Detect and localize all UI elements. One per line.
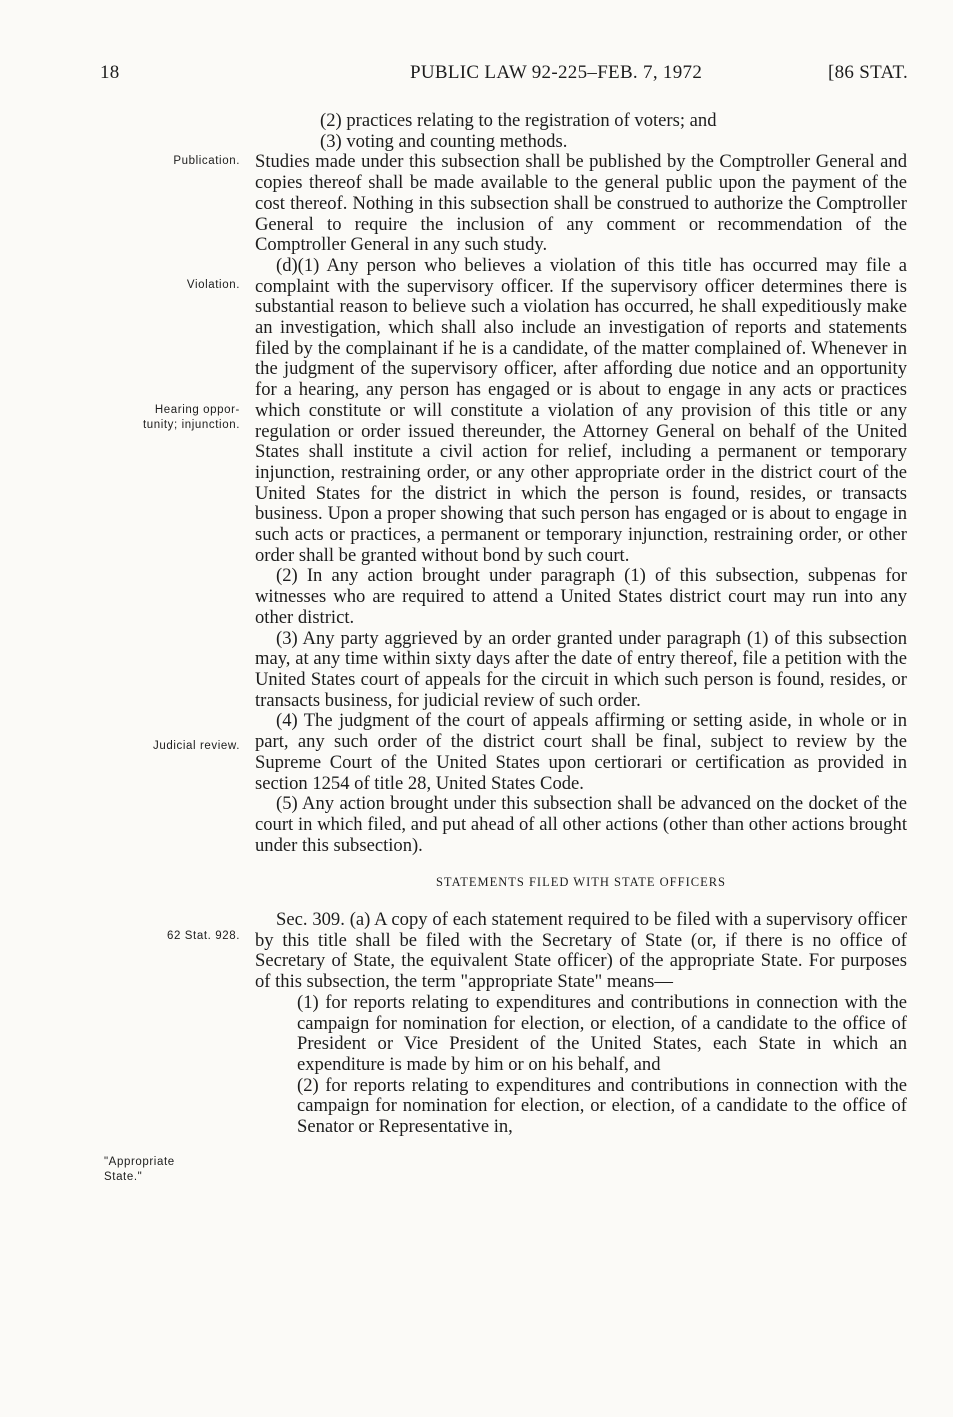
margin-note-appropriate-state bbox=[104, 1155, 244, 1185]
paragraph: (3) voting and counting methods. bbox=[320, 130, 568, 152]
law-title: PUBLIC LAW 92-225–FEB. 7, 1972 bbox=[410, 62, 703, 83]
paragraph: (2) In any action brought under paragraph (1) of this subsection, subpenas for witnesses who are required to attend a United States district court may run into any other district. bbox=[255, 565, 907, 628]
paragraph: (2) for reports relating to expenditures and contributions in connection with the campaign for nomination for election, or election, of a candidate to the office of Senator or Representative in, bbox=[297, 1074, 907, 1138]
page-number: 18 bbox=[100, 62, 120, 83]
paragraph: Studies made under this subsection shall be published by the Comptroller General and copies thereof shall be made available to the general public upon the payment of the cost thereof. Nothing in this subsection shall be construed to authorize the Comptroller General to require the inclusion of any comment or recommendation of the Comptroller General in any such study. bbox=[255, 151, 907, 256]
paragraph: (2) practices relating to the registration of voters; and bbox=[320, 110, 717, 131]
margin-note-publication: Publication. bbox=[173, 155, 240, 167]
body-text bbox=[255, 111, 907, 1138]
margin-note-stat-cite: 62 Stat. 928. bbox=[166, 930, 240, 942]
margin-note-hearing-line-1: Hearing oppor- bbox=[154, 404, 240, 416]
paragraph: Sec. 309. (a) A copy of each statement required to be filed with a supervisory officer by this title shall be filed with the Secretary of State (or, if there is no office of Secretary of State, the equivalent State officer) of the appropriate State. For purposes of this subsection, the term "appropriate State" means— bbox=[255, 909, 907, 993]
section-heading: STATEMENTS FILED WITH STATE OFFICERS bbox=[435, 875, 727, 890]
margin-note-appropriate-line-2: State." bbox=[104, 1171, 143, 1183]
statute-reference: [86 STAT. bbox=[828, 62, 908, 83]
margin-note-hearing-line-2: tunity; injunction. bbox=[142, 419, 240, 431]
paragraph: (5) Any action brought under this subsection shall be advanced on the docket of the court in which filed, and put ahead of all other actions (other than other actions brought under this subsection). bbox=[255, 793, 907, 856]
paragraph: (d)(1) Any person who believes a violation of this title has occurred may file a complaint with the supervisory officer. If the supervisory officer determines there is substantial reason to believe such a violation has occurred, he shall expeditiously make an investigation, which shall also include an investigation of reports and statements filed by the complainant if he is a candidate, of the matter complained of. Whenever in the judgment of the supervisory officer, after affording due notice and an opportunity for a hearing, any person has engaged or is about to engage in any acts or practices which constitute or will constitute a violation of any provision of this title or any regulation or order issued thereunder, the Attorney General on behalf of the United States shall institute a civil action for relief, including a permanent or temporary injunction, restraining order, or any other appropriate order in the district court of the United States for the district in which the person is found, resides, or transacts business. Upon a proper showing that such person has engaged or is about to engage in such acts or practices, a permanent or temporary injunction, restraining order, or other order shall be granted without bond by such court. bbox=[255, 254, 907, 566]
running-header bbox=[100, 62, 908, 88]
margin-note-violation: Violation. bbox=[186, 279, 240, 291]
paragraph: (1) for reports relating to expenditures and contributions in connection with the campaign for nomination for election, or election, of a candidate to the office of President or Vice President of the United States, each State in which an expenditure is made by him or on his behalf, and bbox=[297, 991, 907, 1075]
paragraph: (3) Any party aggrieved by an order granted under paragraph (1) of this subsection may, at any time within sixty days after the date of entry thereof, file a petition with the United States court of appeals for the circuit in which such person is found, resides, or transacts business, for judicial review of such order. bbox=[255, 627, 907, 711]
paragraph: (4) The judgment of the court of appeals affirming or setting aside, in whole or in part, any such order of the district court shall be final, subject to review by the Supreme Court of the United States upon certiorari or certification as provided in section 1254 of title 28, United States Code. bbox=[255, 710, 907, 794]
margin-note-hearing bbox=[100, 403, 240, 433]
margin-note-judicial-review: Judicial review. bbox=[153, 740, 240, 752]
margin-note-appropriate-line-1: "Appropriate bbox=[104, 1156, 175, 1168]
